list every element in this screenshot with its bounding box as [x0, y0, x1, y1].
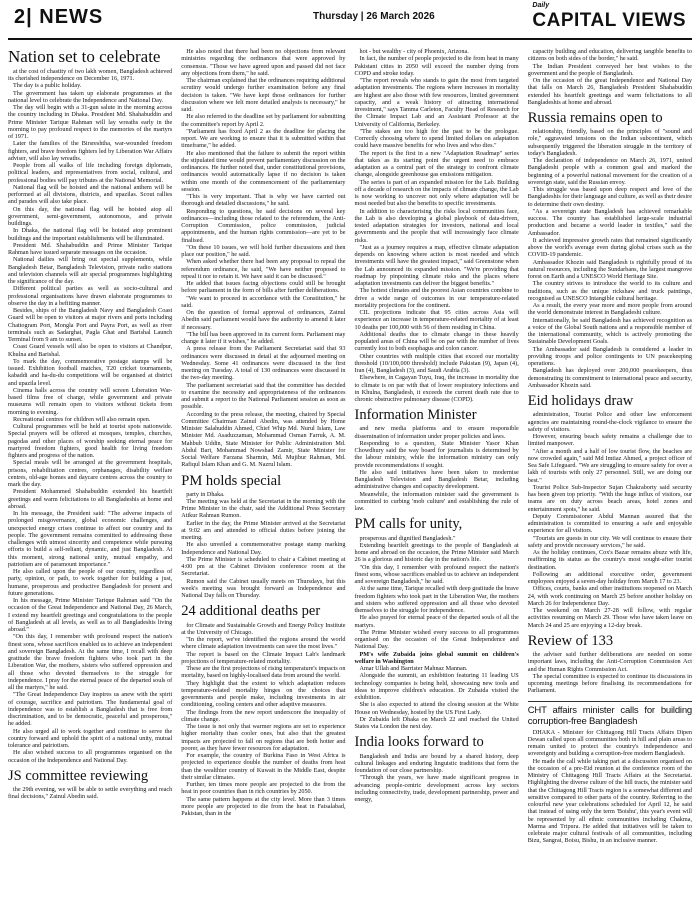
logo-name: CAPITAL VIEWS — [532, 10, 686, 31]
paragraph: relationship, friendly, based on the principles of "sound and role," aggravated tensions on the Indian subcontinent, which subsequently triggered the liberation struggle in the territory of today's Bangladesh. — [527, 128, 692, 157]
paragraph: Special meals will be arranged at the government hospitals, prisons, rehabilitation centres, orphanages, disability welfare centres, old-age homes and daycare centres across the country to mark the day. — [8, 459, 173, 489]
paragraph: "Through the years, we have made significant progress in advancing people-centric development across key sectors including connectivity, trade, development partnership, power and energy, — [354, 774, 519, 804]
paragraph: The Prime Minister wished every success to all programmes organised on the occasion of the Great Independence and National Day. — [354, 628, 519, 651]
dateline: Thursday | 26 March 2026 — [313, 11, 435, 22]
paragraph: Bangladesh has deployed over 200,000 peacekeepers, thus demonstrating its commitment to international peace and security, Ambassador Khozin said. — [527, 367, 692, 389]
paragraph: The same pattern happens at the city level. More than 3 times more people are projected to die from the heat in Faisalabad, Pakistan, than in the — [181, 795, 346, 818]
paragraph: On the question of formal approval of ordinances, Zainul Abedin said parliament would have the authority to amend it later if necessary. — [181, 309, 346, 331]
paragraph: He also unveiled a commemorative postage stamp marking Independence and National Day. — [181, 541, 346, 556]
paragraph: For example, the country of Burkina Faso in West Africa is projected to experience double the number of deaths from heat than the wealthier country of Kuwait in the Middle East, despite their similar climates. — [181, 752, 346, 781]
paragraph: She is also expected to attend the closing session at the White House on Wednesday, hosted by the US First Lady. — [354, 701, 519, 716]
paragraph: The government has taken up elaborate programmes at the national level to celebrate the Independence and National Day. — [8, 89, 173, 104]
paragraph: Besides, ships of the Bangladesh Navy and Bangladesh Coast Guard will be open to visitors at major rivers and ports including Chattogram Port, Mongla Port and Payra Port, as well as river terminals such as Sadarghat, Pagla Ghat and Barishal Launch Terminal from 9 am to sunset. — [8, 307, 173, 344]
paragraph: On this day, the national flag will be hoisted atop all government, semi-government, autonomous, and private buildings. — [8, 205, 173, 228]
paragraph: "After a month and a half of low tourist flow, the beaches are now crowded again," said Md Imtiaz Ahmed, a project officer of Sea Safe Lifeguard. "We are struggling to ensure safety for over a lakh of tourists with only 27 personnel. Still, we are doing our best." — [527, 447, 692, 484]
paragraph: Recreational centres for children will also remain open. — [13, 415, 151, 423]
paragraph: "As a sovereign state Bangladesh has achieved remarkable success. The country has established large-scale industrial production and became a world leader in textiles," said the Ambassador. — [527, 207, 692, 237]
paragraph: National flag will be hoisted and the national anthem will be performed at all divisions, districts, and upazilas. Scout rallies and parades will also take place. — [8, 183, 173, 206]
paragraph: The series is part of an expanded mission for the Lab. Building off a decade of research on the impacts of climate change, the Lab is now working to uncover not only where adaptation will be most needed but also the benefits to specific investments. — [354, 178, 519, 208]
paragraph: hot - but wealthy - city of Phoenix, Arizona. — [359, 48, 469, 55]
paragraph: The day will begin with a 31-gun salute in the morning across the country including in Dhaka. President Md. Shahabuddin and Prime Minister Tarique Rahman will lay wreaths early in the morning to pay profound respect to the memories of the martyrs of 1971. — [8, 104, 173, 141]
paragraph: President Mohammed Shahabuddin extended his heartfelt greetings and warm felicitations to all Bangladeshis at home and abroad. — [8, 488, 173, 510]
paragraph: He added that issues facing objections could still be brought before parliament in the form of bills after further deliberations. — [181, 280, 346, 295]
column-3 — [355, 48, 519, 845]
column-1 — [8, 48, 172, 845]
paragraph: Responding to a question, State Minister Yasor Khan Chowdhury said the way board for journalists is determined by the labour ministry, while the information ministry can only provide recommendations if sought. — [354, 439, 519, 469]
paragraph: The Prime Minister is scheduled to chair a Cabinet meeting at 4:00 pm at the Cabinet Division conference room at the Secretariat. — [181, 555, 346, 578]
paragraph: "Tourists are guests in our city. We will continue to ensure their safety and provide necessary services," he said. — [527, 534, 692, 549]
paragraph: Responding to questions, he said decisions on several key ordinances—including those related to the referendum, the Anti-Corruption Commission, police commission, judicial appointments, and the human rights commission—are yet to be finalised. — [181, 207, 346, 244]
paragraph: At the same time, Tarique recalled with deep gratitude the brave freedom fighters who took part in the Liberation War, the mothers and sisters who suffered oppression and all those who devoted themselves to the struggle for independence. — [354, 585, 519, 615]
paragraph: "Just as a journey requires a map, effective climate adaptation depends on knowing where action is most needed and which investments will have the greatest impact," said Greenstone when the Lab announced its expanded mission. "We're providing that roadmap by pinpointing climate risks and the places where adaptation investments can deliver the biggest benefits." — [354, 243, 519, 287]
paragraph: He also prayed for eternal peace of the departed souls of all the martyrs. — [354, 614, 519, 629]
paragraph: Further, ten times more people are projected to die from the heat in poor countries than in rich countries by 2050. — [181, 781, 346, 796]
paragraph: President Md. Shahabuddin and Prime Minister Tarique Rahman have issued separate messages on the occasion. — [8, 241, 173, 257]
paragraph: "We want to proceed in accordance with the Constitution," he said. — [181, 294, 346, 309]
paragraph: However, ensuring beach safety remains a challenge due to limited manpower. — [527, 433, 692, 448]
paragraph: Tourist Police Sub-Inspector Sujan Chakraborty said security has been given top priority. "With the huge influx of visitors, our teams are on duty across beach areas, hotel zones and entertainment spots," he said. — [527, 483, 692, 513]
paragraph: Other countries with multiple cities that exceed our mortality threshold (10/100,000 threshold) include Pakistan (9), Japan (4), Iran (4), Bangladesh (3), and Saudi Arabia (3). — [354, 352, 519, 374]
paragraph: The parliament secretariat said that the committee has decided to examine the necessity and appropriateness of the ordinances and submit a report to the National Parliament session as soon as possible. — [181, 381, 346, 411]
headline-review-133: Review of 133 — [527, 632, 614, 649]
paragraph: They highlight that the extent to which adaptation reduces temperature-related mortality hinges on the choices that governments and people make, including investments in air conditioning, cooling centers and other adaptive measures. — [181, 679, 346, 709]
paragraph: He made the call while taking part at a discussion organised on the occasion of a pre-Eid reunion at the conference room of the Ministry of Chittagong Hill Tracts Affairs at the Secretariat. Highlighting the diverse culture of the hill tracts, the minister said that the Chittagong Hill Tracts region is a somewhat different and sensitive compared to other parts of the country. Referring to the colourful new year celebrations scheduled for April 12, he said that instead of using only the term 'Boishu', this year's event will be represented by all ethnic communities including Chakma, Marma and Tripura. He added that initiatives will be taken to celebrate major cultural festivals of all communities, including Bizu, Sangrai, Boisu, Bishu, in an inclusive manner. — [527, 757, 692, 845]
article-columns — [8, 48, 692, 845]
paragraph: The report is based on the Climate Impact Lab's landmark projections of temperature-related mortality. — [181, 650, 346, 665]
paragraph: The issue is not only that warmer regions are set to experience higher mortality than cooler ones, but also that the greatest impacts are projected to fall on regions that are both hotter and poorer, as they have fewer resources for adaptation. — [181, 723, 346, 752]
paragraph: Offices, courts, banks and other institutions reopened on March 24, with work continuing on March 25 before another holiday on March 26 for Independence Day. — [527, 585, 692, 607]
column-4 — [528, 48, 692, 845]
paragraph: Rumon said the Cabinet usually meets on Thursdays, but this week's meeting was brought forward as Independence and National Day falls on Thursday. — [181, 577, 346, 600]
paragraph: capacity building and education, delivering tangible benefits to citizens on both sides of the border," he said. — [527, 48, 692, 63]
paragraph: "The bill has been approved in its current form. Parliament may change it later if it wishes," he added. — [181, 330, 346, 345]
headline-information-minister: Information Minister — [354, 407, 477, 424]
paragraph: According to the press release, the meeting, chaired by Special Committee Chairman Zainul Abedin, was attended by Home Minister Salahuddin Ahmed, Chief Whip Md. Nurul Islam, Law Minister Md. Asaduzzaman, Mohammad Osman Farruk, A. M. Mahbub Uddin, State Minister for Public Administration Md. Abdul Bari, Mohammad Nowshad Zamir, State Minister for Social Welfare Farzana Sharmin, Md. Mujibur Rahman, Md. Rafiqul Islam Khan and G. M. Nazrul Islam. — [181, 410, 346, 469]
paragraph: The special committee is expected to continue its discussions in upcoming meetings before finalising its recommendations for Parliament. — [527, 672, 692, 695]
paragraph: the 29th evening, we will be able to settle everything and reach final decisions," Zainul Abedin said. — [8, 786, 173, 801]
paragraph: It achieved impressive growth rates that remained significantly above the world's average even during global crises such as the COVID-19 pandemic. — [527, 236, 692, 259]
paragraph: "The report reveals who stands to gain the most from targeted adaptation investments. The regions where increases in mortality are highest are also those with few resources, limited government capacity, and a weak history of attracting international investment," says Tamma Carleton, Faculty Head of Research for the Climate Impact Lab and an Assistant Professor at the University of California, Berkeley. — [354, 77, 519, 128]
paragraph: "On this day, I remember with profound respect the nation's finest sons, whose sacrifices enabled us to achieve an independent and sovereign Bangladesh. At the same time, I recall with deep gratitude the brave freedom fighters who took part in the Liberation War, the mothers, sisters who suffered oppression and all those who devoted themselves to the struggle for independence. I pray for the eternal peace of the departed souls of all the martyrs," he said. — [8, 633, 173, 692]
paragraph: at the cost of chastity of two lakh women, Bangladesh achieved its cherished independence on December 16, 1971. — [8, 67, 173, 83]
logo-daily: Daily — [532, 2, 550, 9]
paragraph: Deputy Commissioner Abdul Mannan assured that the administration is committed to ensuring a safe and enjoyable experience for all visitors. — [527, 512, 692, 535]
paragraph: As a result, the every year more and more people from around the world demonstrate interest in Bangladeshi culture. — [527, 302, 692, 317]
masthead — [8, 0, 692, 40]
paragraph: administration, Tourist Police and other law enforcement agencies are maintaining round-the-clock vigilance to ensure the safety of visitors. — [527, 411, 692, 433]
paragraph: National dailies will bring out special supplements, while Bangladesh Betar, Bangladesh Television, private radio stations and television channels will air special programmes highlighting the significance of the day. — [8, 256, 173, 286]
paragraph: Internationally, he said Bangladesh has achieved recognition as a voice of the Global South nations and a responsible member of the international community, which is actively promoting the Sustainable Development Goals. — [527, 316, 692, 346]
paragraph: Dr Zubaida left Dhaka on March 22 and reached the United States via London the next day. — [354, 715, 519, 731]
headline-pm-unity: PM calls for unity, — [354, 516, 463, 533]
paragraph: The Indian President conveyed her best wishes to the government and the people of Bangladesh. — [527, 62, 692, 77]
paragraph: A press release from the Parliament Secretariat said that 93 ordinances were discussed in detail at the adjourned meeting on Wednesday. Some 41 ordinances were discussed in the first meeting on Tuesday. A total of 130 ordinances were discussed in the two-day meeting. — [181, 345, 346, 382]
paragraph: The report is the first in a new "Adaptation Roadmap" series that takes as its starting point the urgent need to embrace adaptation as a central part of the strategy to confront climate change, alongside greenhouse gas emissions mitigation. — [354, 149, 519, 179]
headline-pm-special: PM holds special — [181, 472, 282, 489]
paragraph: He also mentioned that the failure to submit the report within the stipulated time would prevent parliamentary discussion on the ordinances. He further noted that, under constitutional provisions, ordinances would automatically lapse if no decision is taken within one month of the commencement of the parliamentary session. — [181, 149, 346, 193]
headline-eid-holidays: Eid holidays draw — [527, 393, 634, 410]
paragraph: In his message, Prime Minister Tarique Rahman said "On the occasion of the Great Independence and National Day, 26 March, I extend my heartfelt greetings and congratulations to the people of Bangladesh at all levels, as well as to all Bangladeshis living abroad." — [8, 597, 173, 634]
paragraph: Cinema halls across the country will screen Liberation War-based films free of charge, while government and private museums will remain open to visitors without tickets from morning to evening. — [8, 386, 173, 416]
paragraph: Ambassador Khozin said Bangladesh is rightfully proud of its natural resources, including the Sundarbans, the largest mangrove forest on Earth and a UNESCO World Heritage Site. — [527, 258, 692, 281]
paragraph: Meanwhile, the information minister said the government is committed to curbing 'mob culture' and establishing the rule of law. — [354, 490, 519, 513]
paragraph: Earlier in the day, the Prime Minister arrived at the Secretariat at 9:02 am and attended to official duties before joining the meeting. — [181, 519, 346, 542]
headline-cht-affairs: CHT affairs minister calls for building corruption-free Bangladesh — [527, 704, 692, 727]
headline-russia-open: Russia remains open to — [527, 110, 663, 126]
headline-nation-celebrate: Nation set to celebrate — [8, 47, 161, 66]
paragraph: "In the report, we've identified the regions around the world where climate adaptation investments can save the most lives." — [181, 636, 346, 651]
paragraph: "This is very important. That is why we have carried out thorough and detailed discussions," he said. — [181, 193, 346, 208]
paragraph: CIL projections indicate that 95 cities across Asia will experience an increase in temperature-related mortality of at least 10 deaths per 100,000 with 56 of them residing in China. — [354, 309, 519, 331]
paragraph: He also said initiatives have been taken to modernise Bangladesh Television and Bangladesh Betar, including administrative changes and capacity development. — [354, 468, 519, 491]
paragraph: He also noted that there had been no objections from relevant ministries regarding the ordinances that were approved by consensus. "Those we have agreed upon and passed did not face any objections from them," he said. — [181, 48, 346, 77]
paragraph: Coast Guard vessels will also be open to visitors at Chandpur, Khulna and Barishal. — [8, 343, 173, 358]
paragraph: "The Great Independence Day inspires us anew with the spirit of courage, sacrifice and patriotism. The fundamental goal of independence was to establish a Bangladesh that is free from discrimination, and to be democratic, peaceful and prosperous," he added. — [8, 691, 173, 728]
paragraph: "On these 10 issues, we will hold further discussions and then place our position," he said. — [181, 243, 346, 258]
paragraph: for Climate and Sustainable Growth and Energy Policy Institute at the University of Chicago. — [181, 621, 346, 636]
paragraph: Amar Ullah and Barrister Mahnaz Mannan. — [359, 665, 468, 673]
paragraph: In Dhaka, the national flag will be hoisted atop prominent buildings and the important establishments will be illuminated. — [8, 227, 173, 242]
paragraph: This struggle was based upon deep respect and love of the Bangladeshis for their language and culture, as well as their desire to determine their own destiny. — [527, 186, 692, 208]
paragraph: and new media platforms and to ensure responsible dissemination of information under proper policies and laws. — [354, 425, 519, 440]
paragraph: He also urged all to work together and continue to serve the country forward and uphold the spirit of a national unity, mutual tolerance and patriotism. — [8, 727, 173, 750]
headline-js-committee: JS committee reviewing — [8, 767, 149, 784]
paragraph: Following an additional executive order, government employees enjoyed a seven-day holiday from March 17 to 23. — [527, 570, 692, 586]
paragraph: He also called upon the people of our country, regardless of party, opinion, or path, to work together for building a just, humane, prosperous and productive Bangladesh for present and future generations. — [8, 568, 173, 597]
paragraph: The hottest climates and the poorest Asian countries combine to drive a wide range of outcomes in our temperature-related mortality projections for the continent. — [354, 287, 519, 309]
paragraph: Cultural programmes will be held at tourist spots nationwide. Special prayers will be offered at mosques, temples, churches, pagodas and other places of worship seeking eternal peace for martyred freedom fighters, good health for living freedom fighters and progress of the nation. — [8, 423, 173, 460]
paragraph: In addition to characterising the risks local communities face, the Lab is also developing a global playbook of data-driven, tested adaptation strategies for investors, national and local governments and the people that will increasingly face climate risks. — [354, 207, 519, 244]
paragraph: The Ambassador said Bangladesh is considered a leader in providing troops and police contingents to UN peacekeeping operations. — [527, 345, 692, 368]
paragraph: In fact, the number of people projected to die from heat in many Pakistani cities in 2050 will exceed the number dying from COPD and stroke today. — [354, 55, 519, 77]
paragraph: These are the first projections of rising temperature's impacts on mortality, based on highly-localised data from around the world. — [181, 665, 346, 680]
paragraph: Extending heartfelt greetings to the people of Bangladesh at home and abroad on the occasion, the Prime Minister said March 26 is a glorious and historic day in the nation's life. — [354, 541, 519, 564]
page-section-label: 2| NEWS — [14, 6, 104, 28]
paragraph: The weekend on March 27-28 will follow, with regular activities resuming on March 29. Those who have taken leave on March 24 and 25 are enjoying a 12-day break. — [527, 607, 692, 629]
paragraph: "The stakes are too high for the past to be the prologue. Correctly choosing where to spend limited dollars on adaptation could have massive benefits for who lives and who dies." — [354, 127, 519, 150]
headline-additional-deaths: 24 additional deaths per — [181, 603, 321, 620]
paragraph: He also referred to the deadline set by parliament for submitting the committee's report by April 2. — [181, 113, 346, 128]
paragraph: On the occasion of the great Independence and National Day that falls on March 26, Bangladesh President Shahabuddin extended his heartfelt greetings and warm felicitations to all Bangladeshis at home and abroad. — [527, 77, 692, 106]
subhead: PM's wife Zubaida joins global summit on children's welfare in Washington — [354, 650, 519, 665]
paragraph: Later the families of the Birsreshtha, war-wounded freedom fighters, and brave freedom fighters led by Liberation War Affairs adviser, will also lay wreaths. — [8, 140, 173, 162]
paragraph: party in Dhaka. — [186, 490, 225, 498]
paragraph: To mark the day, commemorative postage stamps will be issued. Exhibition football matches, T20 cricket tournaments, kabaddi and ha-du-du competitions will be organised at district and upazila level. — [8, 357, 173, 387]
newspaper-logo — [532, 2, 686, 32]
paragraph: "Parliament has fixed April 2 as the deadline for placing the report. We are working to ensure that it is submitted within that timeframe," he added. — [181, 127, 346, 150]
paragraph: Different political parties as well as socio-cultural and professional organisations have drawn elaborate programmes to observe the day in a befitting manner. — [8, 285, 173, 307]
paragraph: "On this day, I remember with profound respect the nation's finest sons, whose sacrifices enabled us to achieve an independent and sovereign Bangladesh," he said. — [354, 563, 519, 586]
paragraph: People from all walks of life including foreign diplomats, political leaders, and representatives from social, cultural, and professional bodies will pay tributes at the National Memorial. — [8, 162, 173, 184]
paragraph: Additional deaths due to climate change in these heavily populated areas of China will be on par with the number of lives currently lost to both esophagus and colon cancer. — [354, 330, 519, 353]
headline-india-looks-forward: India looks forward to — [354, 734, 484, 751]
paragraph: Bangladesh and India are bound by a shared history, deep cultural linkages and enduring linguistic traditions that form the foundation of our close partnership. — [354, 752, 519, 775]
paragraph: The country strives to introduce the world to its culture and traditions, such as the unique rickshaw and truck paintings, recognised as UNESCO Intangible cultural heritage. — [527, 280, 692, 302]
cht-affairs-story — [528, 701, 692, 845]
paragraph: prosperous and dignified Bangladesh." — [359, 534, 456, 542]
paragraph: The declaration of independence on March 26, 1971, united Bangladeshi people with a common goal and marked the beginning of a powerful national movement for the creation of a sovereign state, said the Russian envoy. — [527, 157, 692, 186]
paragraph: The findings from the new report underscore the inequality of climate change. — [181, 708, 346, 723]
column-2 — [181, 48, 345, 845]
paragraph: Alongside the summit, an exhibition featuring 11 leading US technology companies is being held, showcasing new tools and ideas to improve children's education. Dr Zubaida visited the exhibition. — [354, 672, 519, 702]
paragraph: When asked whether there had been any proposal to repeal the referendum ordinance, he said, "We have neither proposed to repeal it nor to retain it. We have said it can be discussed." — [181, 258, 346, 280]
paragraph: The chairman explained that the ordinances requiring additional scrutiny would undergo further examination before any final decision is taken. "We have kept those ordinances for further discussion where we felt more detailed analysis is necessary," he said. — [181, 77, 346, 113]
paragraph: Elsewhere, in Cagayan Tuyu, Iraq, the increase in mortality due to climate is on par with that of lower respiratory infections and in Khulna, Bangladesh, it exceeds the current death rate due to chronic obstructive pulmonary disease (COPD). — [354, 374, 519, 403]
paragraph: the adviser said further deliberations are needed on some important laws, including the Anti-Corruption Commission Act and the Human Rights Commission Act. — [527, 651, 692, 673]
paragraph: As the holiday continues, Cox's Bazar remains abuzz with life, reaffirming its status as the country's most sought-after tourist destination. — [527, 549, 692, 571]
paragraph: The meeting was held at the Secretariat in the morning with the Prime Minister in the chair, said the Additional Press Secretary Atikur Rahman Rumon. — [181, 497, 346, 520]
paragraph: In his message, the President said: "The adverse impacts of prolonged misgovernance, global economic challenges, and unexpected energy crises continue to affect our country and its people. The government remains committed to addressing these challenges with utmost sincerity and competence while pursuing efforts to build a self-reliant, dynamic, and just Bangladesh. At this moment, strong national unity, mutual empathy, and patriotism are of paramount importance." — [8, 510, 173, 568]
paragraph: He also wished success to all programmes organised on the occasion of the Independence and National Day. — [8, 749, 173, 764]
paragraph: DHAKA - Minister for Chittagong Hill Tracts Affairs Dipen Dewan called upon all communities both in hill and plain areas to remain united to protect the country's independence and sovereignty and building a corruption-free modern Bangladesh. — [527, 728, 692, 758]
paragraph: The day is a public holiday. — [13, 82, 82, 90]
